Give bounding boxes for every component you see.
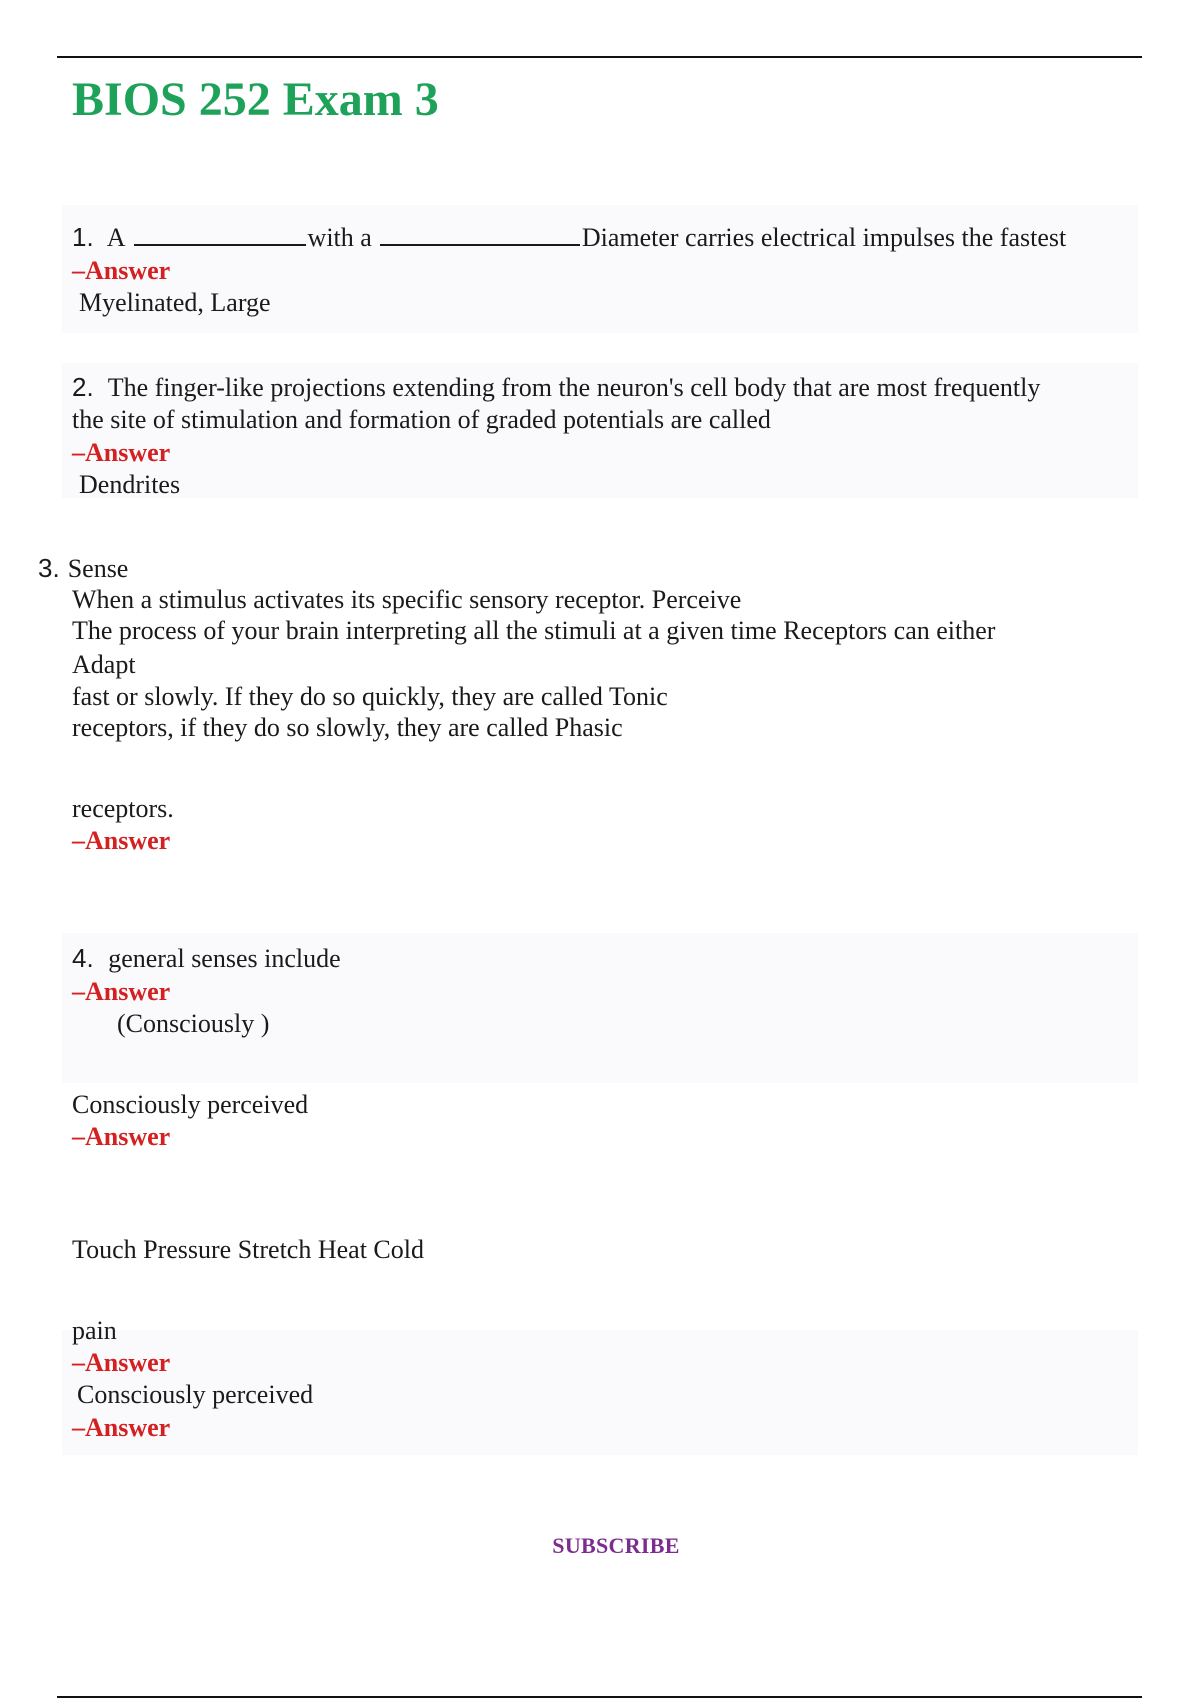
answer-label: –Answer — [72, 826, 171, 855]
question-text: The finger-like projections extending from the neuron's cell body that are most frequently — [107, 373, 1041, 402]
question-text: with a — [307, 223, 372, 252]
page-title: BIOS 252 Exam 3 — [72, 73, 439, 126]
fill-blank-1 — [134, 224, 306, 246]
question-number: 1. — [72, 222, 94, 252]
top-rule — [57, 56, 1142, 58]
answer-label: –Answer — [72, 1348, 171, 1377]
answer-text: Myelinated, Large — [79, 288, 271, 317]
answer-text: Consciously perceived — [77, 1380, 314, 1409]
answer-text: Touch Pressure Stretch Heat Cold — [72, 1235, 424, 1264]
question-text: When a stimulus activates its specific sensory receptor. Perceive — [72, 585, 742, 614]
question-text: the site of stimulation and formation of graded potentials are called — [72, 405, 771, 434]
question-text: fast or slowly. If they do so quickly, they are called Tonic — [72, 682, 668, 711]
question-text: Diameter carries electrical impulses the fastest — [581, 223, 1067, 252]
bottom-rule — [57, 1696, 1142, 1698]
question-text: Sense — [67, 554, 129, 583]
subscribe-link[interactable]: SUBSCRIBE — [552, 1533, 680, 1558]
question-text: receptors. — [72, 794, 174, 823]
question-number: 3. — [38, 553, 60, 583]
question-2 — [72, 372, 1040, 403]
question-text: Adapt — [72, 650, 136, 679]
question-text: general senses include — [108, 944, 341, 973]
answer-label: –Answer — [72, 256, 171, 285]
answer-label: –Answer — [72, 1122, 171, 1151]
answer-text: Dendrites — [79, 470, 181, 499]
answer-label: –Answer — [72, 977, 171, 1006]
question-number: 4. — [72, 943, 94, 973]
answer-label: –Answer — [72, 1413, 171, 1442]
question-number: 2. — [72, 372, 94, 402]
answer-label: –Answer — [72, 438, 171, 467]
question-1 — [72, 222, 1066, 253]
fill-blank-2 — [380, 224, 580, 246]
question-text: receptors, if they do so slowly, they are called Phasic — [72, 713, 623, 742]
question-4 — [72, 943, 341, 974]
answer-text: pain — [72, 1316, 117, 1345]
answer-text: Consciously perceived — [72, 1090, 309, 1119]
answer-text: (Consciously ) — [117, 1009, 270, 1038]
question-text: A — [106, 223, 126, 252]
question-3 — [38, 553, 128, 584]
question-text: The process of your brain interpreting all the stimuli at a given time Receptors can either — [72, 616, 996, 645]
